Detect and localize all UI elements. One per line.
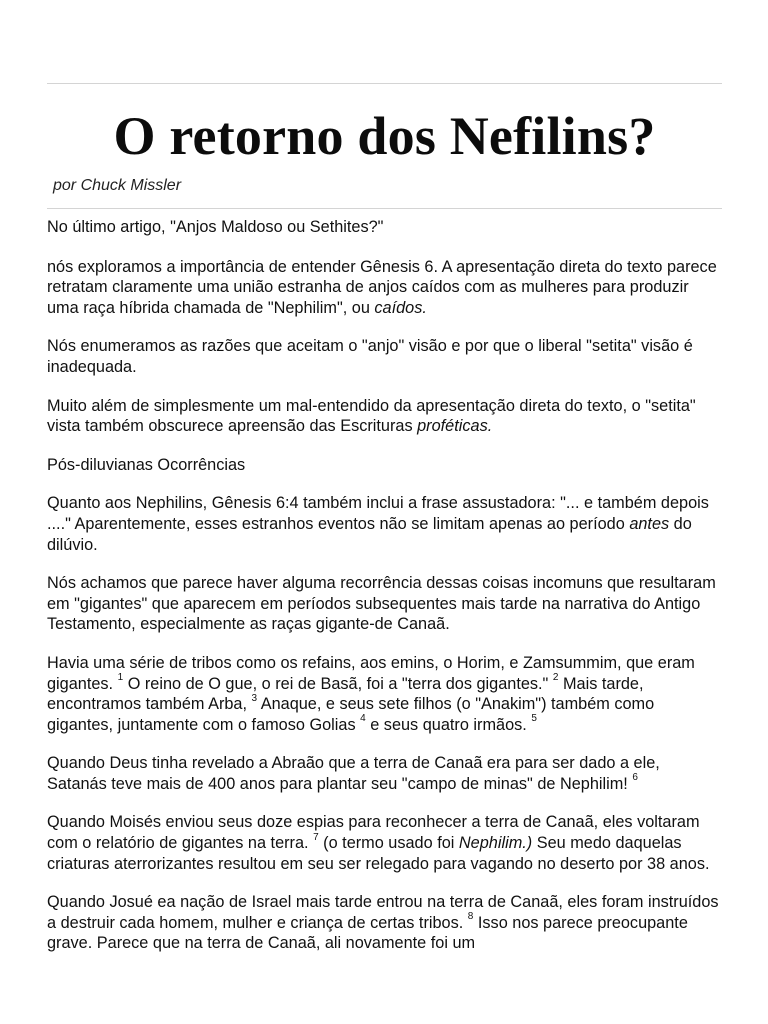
footnote-ref-5[interactable]: 5	[531, 713, 537, 725]
paragraph-2-text: nós exploramos a importância de entender Gênesis 6. A apresentação direta do texto parece retratam claramente uma união estranha de anjos caídos com as mulheres para produzir uma raça híbrida chamada de "Nephilim", ou	[47, 257, 717, 317]
footnote-ref-1[interactable]: 1	[117, 672, 124, 684]
paragraph-10	[47, 812, 722, 874]
paragraph-4-text: Muito além de simplesmente um mal-entendido da apresentação direta do texto, o "setita" vista também obscurece apreensão das Escrituras	[47, 396, 696, 436]
footnote-ref-4[interactable]: 4	[360, 713, 366, 725]
top-divider	[47, 83, 722, 84]
article-author: por Chuck Missler	[53, 177, 182, 194]
paragraph-8-text-e: e seus quatro irmãos.	[365, 715, 532, 734]
paragraph-10-text-c: Seu medo daquelas criaturas aterrorizantes resultou em seu ser relegado para vagando no deserto por 38 anos.	[47, 834, 710, 873]
paragraph-8	[47, 653, 722, 735]
paragraph-9	[47, 753, 722, 794]
paragraph-1: No último artigo, "Anjos Maldoso ou Sethites?"	[47, 218, 384, 236]
paragraph-11	[47, 892, 722, 954]
paragraph-10-text-a: Quando Moisés enviou seus doze espias para reconhecer a terra de Canaã, eles voltaram com o relatório de gigantes na terra.	[47, 813, 700, 853]
paragraph-4-emphasis: proféticas.	[417, 417, 493, 436]
section-heading: Pós-diluvianas Ocorrências	[47, 455, 246, 474]
document-page	[47, 0, 722, 972]
paragraph-9-text: Quando Deus tinha revelado a Abraão que a terra de Canaã era para ser dado a ele, Satanás teve mais de 400 anos para plantar seu "campo de minas" de Nephilim!	[47, 754, 660, 793]
paragraph-6-text-a: Quanto aos Nephilins, Gênesis 6:4 também inclui a frase assustadora: "... e também depois ...." Aparentemente, esses estranhos eventos não se limitam apenas ao período	[47, 494, 709, 533]
paragraph-6-emphasis: antes	[629, 514, 670, 533]
paragraph-3: Nós enumeramos as razões que aceitam o "anjo" visão e por que o liberal "setita" visão é inadequada.	[47, 337, 693, 376]
article-body	[47, 217, 722, 954]
paragraph-7: Nós achamos que parece haver alguma recorrência dessas coisas incomuns que resultaram em "gigantes" que aparecem em períodos subsequentes mais tarde na narrativa do Antigo Testamento, especialmente as raças gigante-de Canaã.	[47, 574, 716, 634]
paragraph-4	[47, 396, 722, 437]
paragraph-6-text-b: do dilúvio.	[47, 514, 692, 554]
paragraph-2	[47, 257, 722, 319]
paragraph-2-emphasis: caídos.	[374, 298, 427, 317]
paragraph-8-text-d: Anaque, e seus sete filhos (o "Anakim") também como gigantes, juntamente com o famoso Golias	[47, 695, 655, 734]
paragraph-6	[47, 493, 722, 555]
paragraph-11-text-b: Isso nos parece preocupante grave. Parece que na terra de Canaã, ali novamente foi um	[47, 913, 688, 953]
paragraph-10-text-b: (o termo usado foi	[318, 834, 459, 853]
paragraph-8-text-b: O reino de O gue, o rei de Basã, foi a "terra dos gigantes."	[123, 674, 553, 693]
paragraph-11-text-a: Quando Josué ea nação de Israel mais tarde entrou na terra de Canaã, eles foram instruídos a destruir cada homem, mulher e criança de certas tribos.	[47, 893, 719, 932]
footnote-ref-7[interactable]: 7	[313, 831, 319, 843]
article-title: O retorno dos Nefilins?	[113, 106, 656, 166]
footnote-ref-6[interactable]: 6	[632, 772, 638, 784]
paragraph-8-text-a: Havia uma série de tribos como os refains, aos emins, o Horim, e Zamsummim, que eram gigantes.	[47, 653, 695, 693]
footnote-ref-2[interactable]: 2	[552, 672, 559, 684]
header-divider	[47, 208, 722, 209]
paragraph-8-text-c: Mais tarde, encontramos também Arba,	[47, 674, 644, 714]
paragraph-10-emphasis: Nephilim.)	[458, 834, 533, 853]
footnote-ref-3[interactable]: 3	[251, 692, 258, 704]
footnote-ref-8[interactable]: 8	[467, 911, 474, 923]
